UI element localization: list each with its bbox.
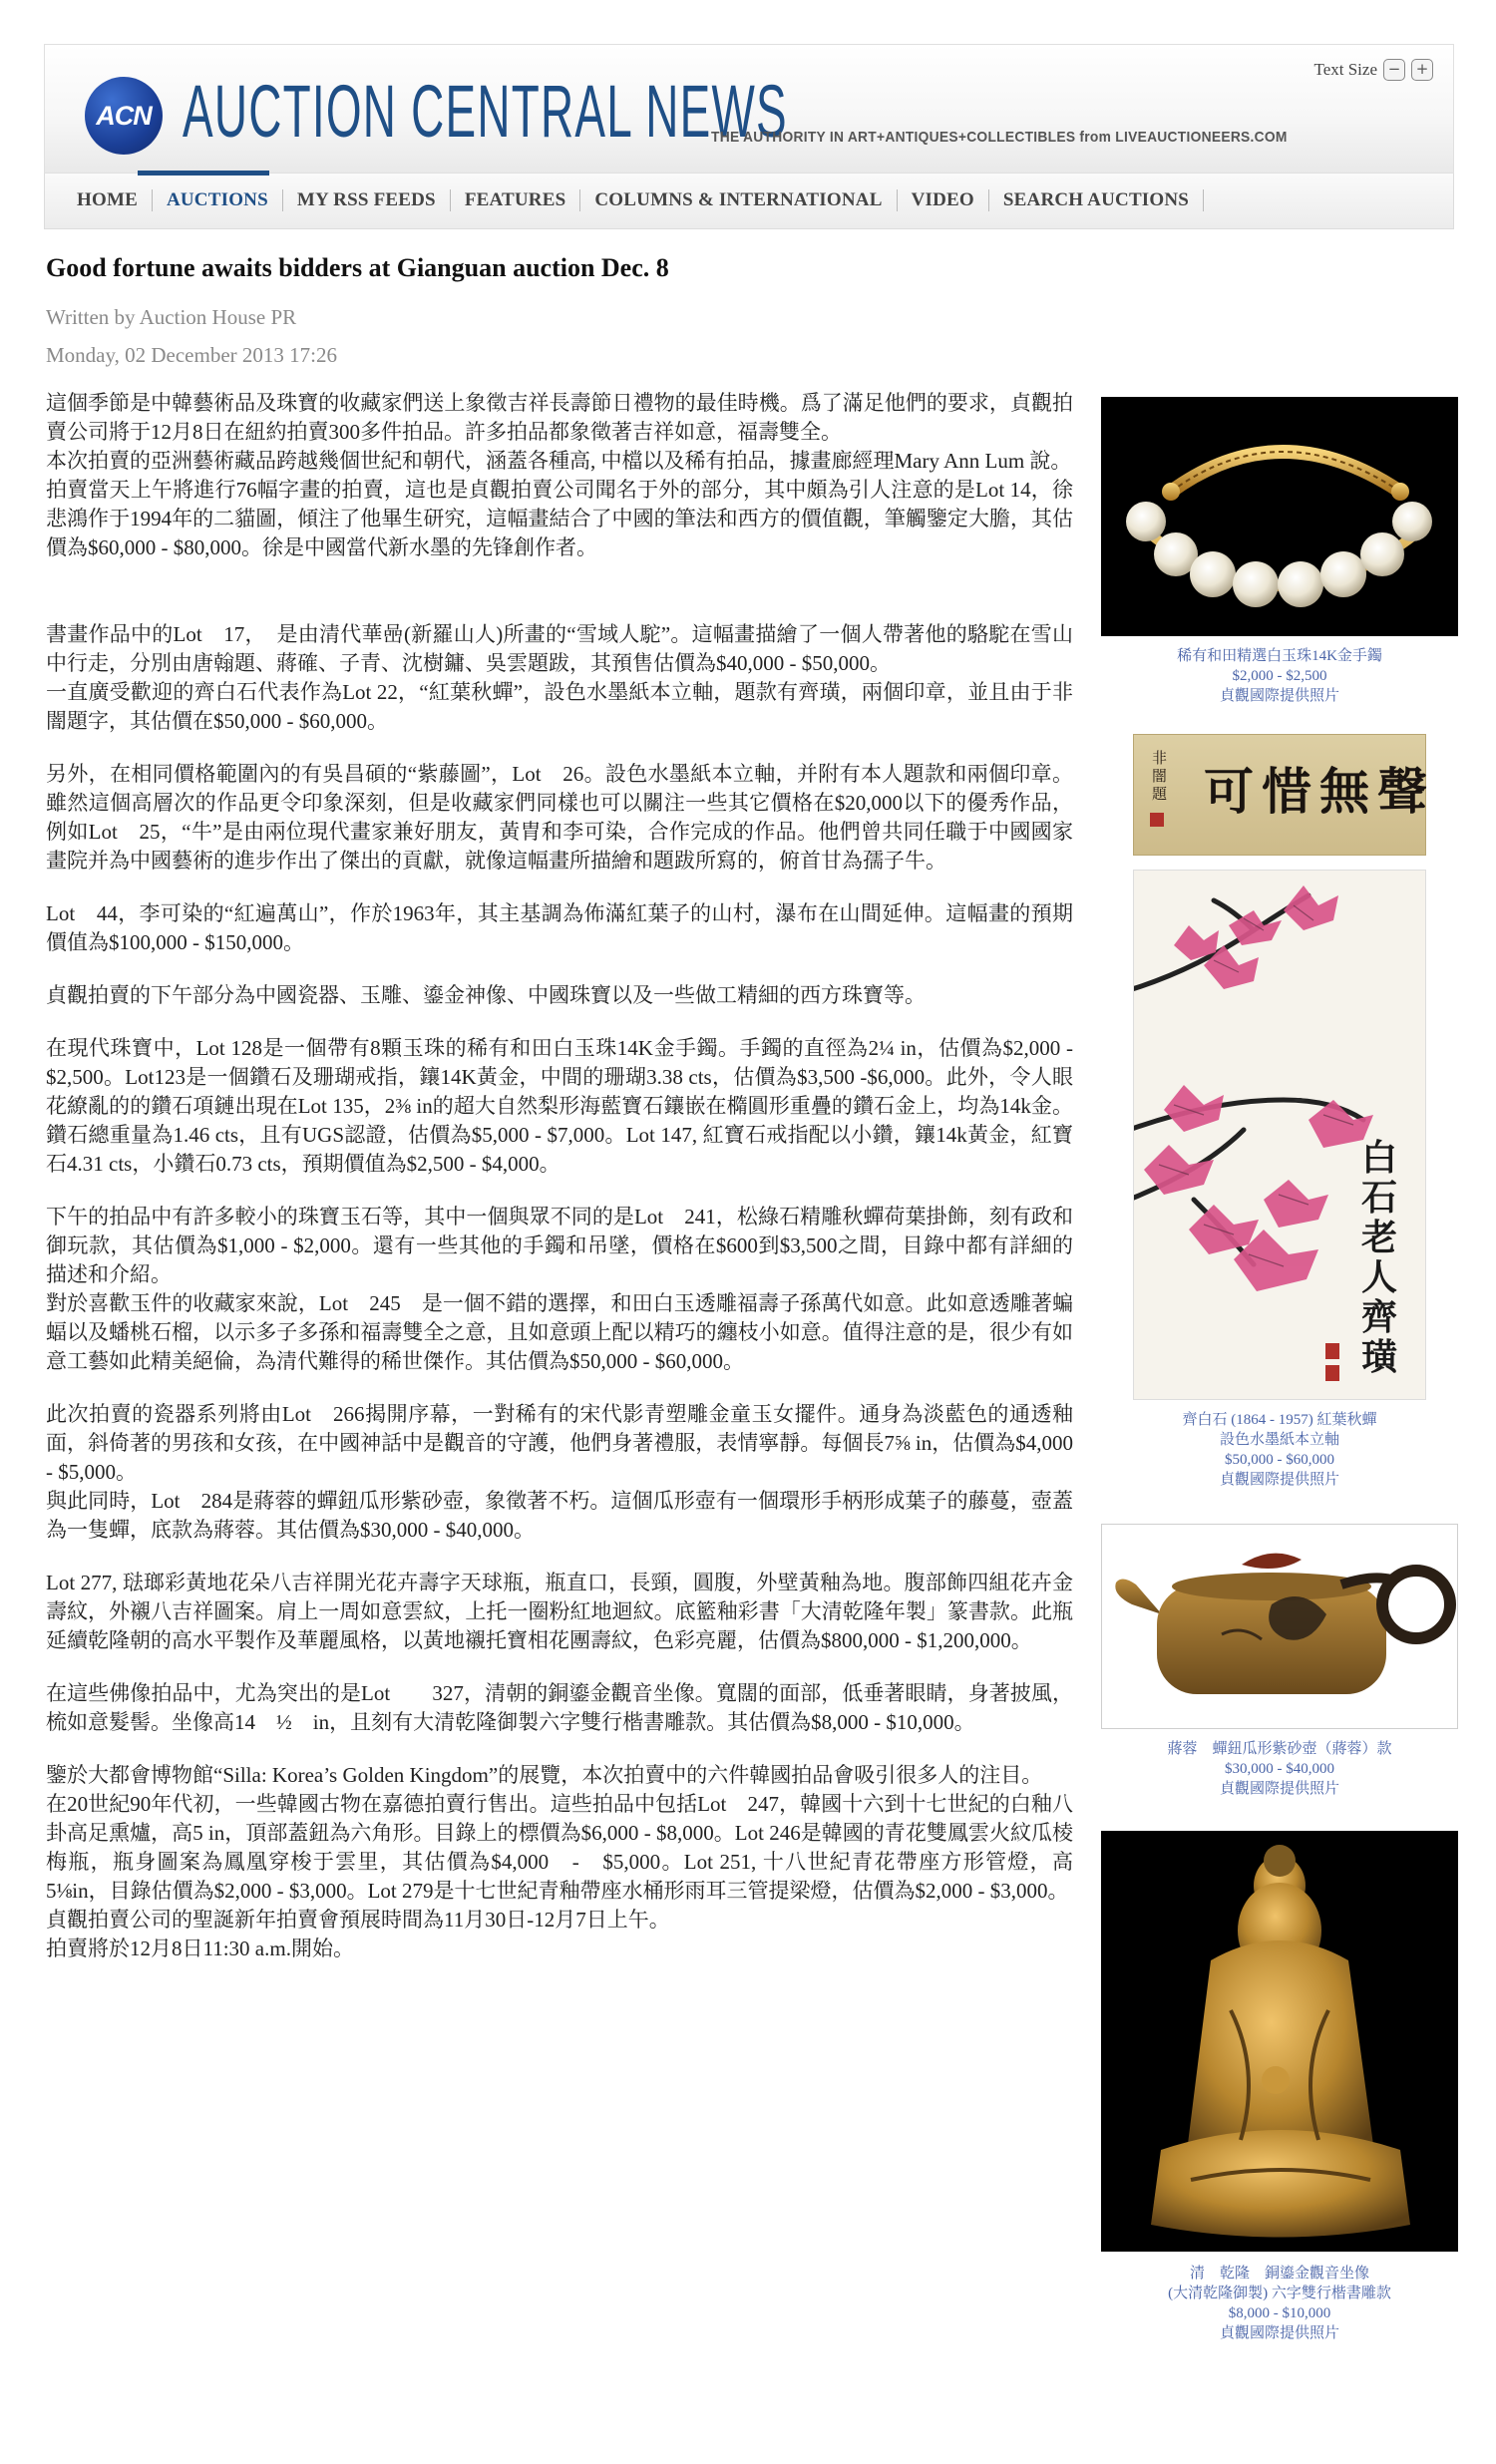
svg-text:人: 人	[1361, 1256, 1398, 1298]
caption-line: 蔣蓉 蟬鈕瓜形紫砂壺（蔣蓉）款	[1167, 1741, 1392, 1757]
site-tagline: THE AUTHORITY IN ART+ANTIQUES+COLLECTIBLES from LIVEAUCTIONEERS.COM	[711, 129, 1288, 146]
text-size-control	[1314, 59, 1433, 81]
caption-line: 貞觀國際提供照片	[1219, 1781, 1339, 1797]
main-nav	[44, 174, 1454, 229]
article-author: Written by Auction House PR	[46, 305, 297, 329]
teapot-caption	[1101, 1739, 1458, 1799]
article-body	[46, 389, 1073, 1963]
site-name[interactable]: AUCTION CENTRAL NEWS	[183, 70, 788, 153]
article-paragraph: 在20世紀90年代初，一些韓國古物在嘉德拍賣行售出。這些拍品中包括Lot 247，韓國十六到十七世紀的白釉八卦高足熏爐，高5 in，頂部蓋鈕為六角形。目錄上的標價為$6,000 - $8,000。Lot 246是韓國的青花雙鳳雲火紋瓜棱梅瓶，瓶身圖案為鳳凰穿梭于雲里，其估價為$4,000 - $5,000。Lot 251, 十八世紀青花帶座方形管燈，高5⅛in，目錄估價為$2,000 - $3,000。Lot 279是十七世紀青釉帶座水桶形雨耳三管提梁燈，估價為$2,000 - $3,000。	[46, 1792, 1073, 1903]
acn-logo[interactable]: ACN	[85, 77, 163, 155]
caption-line: $50,000 - $60,000	[1225, 1452, 1334, 1468]
calligraphy-main-text: 可惜無聲	[1204, 762, 1435, 821]
article-paragraph: Lot 44，李可染的“紅遍萬山”，作於1963年，其主基調為佈滿紅葉子的山村，瀑布在山間延伸。這幅畫的預期價值為$100,000 - $150,000。	[46, 901, 1073, 954]
nav-item-home[interactable]: HOME	[63, 189, 153, 211]
article-paragraph: 與此同時，Lot 284是蔣蓉的蟬鈕瓜形紫砂壺，象徵著不朽。這個瓜形壺有一個環形手柄形成葉子的藤蔓，壺蓋為一隻蟬，底款為蔣蓉。其估價為$30,000 - $40,000。	[46, 1489, 1073, 1542]
red-leaves-painting-caption	[1101, 1410, 1458, 1490]
caption-line: 貞觀國際提供照片	[1219, 2325, 1339, 2341]
caption-line: 貞觀國際提供照片	[1219, 1472, 1339, 1488]
article-paragraph: 鑒於大都會博物館“Silla: Korea’s Golden Kingdom”的展覽，本次拍賣中的六件韓國拍品會吸引很多人的注目。	[46, 1763, 1043, 1787]
red-leaves-painting-photo[interactable]	[1133, 870, 1426, 1400]
article-paragraph: 這個季節是中韓藝術品及珠寶的收藏家們送上象徵吉祥長壽節日禮物的最佳時機。爲了滿足他們的要求，貞觀拍賣公司將于12月8日在紐約拍賣300多件拍品。許多拍品都象徵著吉祥如意，福壽雙全。	[46, 391, 1073, 444]
article-paragraph: 另外，在相同價格範圍內的有吳昌碩的“紫藤圖”，Lot 26。設色水墨紙本立軸，并附有本人題款和兩個印章。雖然這個高層次的作品更令印象深刻，但是收藏家們同樣也可以關注一些其它價格在$20,000以下的優秀作品，例如Lot 25，“牛”是由兩位現代畫家兼好朋友，黃胄和李可染，合作完成的作品。他們曾共同任職于中國國家畫院并為中國藝術的進步作出了傑出的貢獻，就像這幅畫所描繪和題跋所寫的，俯首甘為孺子牛。	[46, 762, 1073, 873]
guanyin-statue-photo[interactable]	[1101, 1831, 1458, 2252]
calligraphy-photo[interactable]	[1133, 734, 1435, 856]
increase-text-size-button[interactable]: +	[1411, 59, 1433, 81]
svg-text:石: 石	[1361, 1177, 1398, 1219]
svg-text:老: 老	[1361, 1217, 1398, 1258]
nav-item-search-auctions[interactable]: SEARCH AUCTIONS	[989, 189, 1204, 211]
article-paragraph: 一直廣受歡迎的齊白石代表作為Lot 22，“紅葉秋蟬”，設色水墨紙本立軸，題款有齊璜，兩個印章，並且由于非闇題字，其估價在$50,000 - $60,000。	[46, 680, 1073, 733]
caption-line: 設色水墨紙本立軸	[1219, 1432, 1339, 1448]
nav-item-auctions[interactable]: AUCTIONS	[153, 189, 283, 211]
calligraphy-small-text: 非闇題	[1152, 749, 1168, 803]
svg-text:璜: 璜	[1361, 1336, 1398, 1378]
nav-item-columns-international[interactable]: COLUMNS & INTERNATIONAL	[580, 189, 897, 211]
caption-line: 清 乾隆 銅鎏金觀音坐像	[1189, 2266, 1369, 2282]
text-size-label: Text Size	[1313, 60, 1377, 79]
caption-line: $30,000 - $40,000	[1225, 1761, 1334, 1777]
article-paragraph: 此次拍賣的瓷器系列將由Lot 266揭開序幕，一對稀有的宋代影青塑雕金童玉女擺件。通身為淡藍色的通透釉面，斜倚著的男孩和女孩，在中國神話中是觀音的守護，他們身著禮服，表情寧靜。每個長7⅝ in，估價為$4,000 - $5,000。	[46, 1402, 1073, 1484]
bracelet-photo[interactable]	[1101, 397, 1458, 636]
article-paragraph: 拍賣當天上午將進行76幅字畫的拍賣，這也是貞觀拍賣公司聞名于外的部分，其中頗為引人注意的是Lot 14，徐悲鴻作于1994年的二貓圖，傾注了他畢生研究，這幅畫結合了中國的筆法和西方的價值觀，筆觸鑒定大膽，其估價為$60,000 - $80,000。徐是中國當代新水墨的先锋創作者。	[46, 478, 1073, 559]
guanyin-statue-caption	[1101, 2264, 1458, 2343]
nav-item-video[interactable]: VIDEO	[898, 189, 989, 211]
article-paragraph: Lot 277, 琺瑯彩黃地花朵八吉祥開光花卉壽字天球瓶，瓶直口，長頸，圓腹，外壁黃釉為地。腹部飾四組花卉金壽紋，外襯八吉祥圖案。肩上一周如意雲紋，上托一圈粉紅地迴紋。底籃釉彩書「大清乾隆年製」篆書款。此瓶延續乾隆朝的高水平製作及華麗風格，以黃地襯托寶相花團壽紋，色彩亮麗，估價為$800,000 - $1,200,000。	[46, 1571, 1073, 1652]
teapot-photo[interactable]	[1101, 1524, 1458, 1729]
caption-line: $2,000 - $2,500	[1232, 668, 1327, 684]
article-paragraph: 本次拍賣的亞洲藝術藏品跨越幾個世紀和朝代，涵蓋各種高, 中檔以及稀有拍品，據畫廊經理Mary Ann Lum 說。	[46, 449, 1072, 473]
article-paragraph: 貞觀拍賣的下午部分為中國瓷器、玉雕、鎏金神像、中國珠寶以及一些做工精細的西方珠寶等。	[46, 983, 926, 1007]
caption-line: 齊白石 (1864 - 1957) 紅葉秋蟬	[1182, 1412, 1377, 1428]
caption-line: 貞觀國際提供照片	[1219, 688, 1339, 704]
seal-icon	[1150, 813, 1164, 827]
decrease-text-size-button[interactable]: −	[1383, 59, 1405, 81]
article-paragraph: 拍賣將於12月8日11:30 a.m.開始。	[46, 1936, 354, 1960]
bracelet-icon	[1101, 397, 1458, 636]
teapot-icon	[1102, 1525, 1457, 1728]
article-date: Monday, 02 December 2013 17:26	[46, 343, 337, 367]
caption-line: 稀有和田精選白玉珠14K金手鐲	[1177, 648, 1382, 664]
article-paragraph: 下午的拍品中有許多較小的珠寶玉石等，其中一個與眾不同的是Lot 241，松綠石精雕秋蟬荷葉掛飾，刻有政和御玩款，其估價為$1,000 - $2,000。還有一些其他的手鐲和吊墜，價格在$600到$3,500之間，目錄中都有詳細的描述和介紹。	[46, 1205, 1073, 1286]
nav-active-indicator	[138, 171, 269, 176]
red-leaves-icon	[1134, 871, 1427, 1401]
guanyin-statue-icon	[1101, 1831, 1458, 2252]
article-paragraph: 在這些佛像拍品中，尤為突出的是Lot 327，清朝的銅鎏金觀音坐像。寬闊的面部，低垂著眼睛，身著披風，梳如意髮髻。坐像高14 ½ in，且刻有大清乾隆御製六字雙行楷書雕款。其估價為$8,000 - $10,000。	[46, 1681, 1073, 1734]
article-paragraph: 貞觀拍賣公司的聖誕新年拍賣會預展時間為11月30日-12月7日上午。	[46, 1908, 670, 1932]
bracelet-caption	[1101, 646, 1458, 706]
article-paragraph: 書畫作品中的Lot 17， 是由清代華喦(新羅山人)所畫的“雪域人駝”。這幅畫描繪了一個人帶著他的駱駝在雪山中行走，分別由唐翰題、蔣確、子青、沈樹鏞、吳雲題跋，其預售估價為$40,000 - $50,000。	[46, 622, 1073, 675]
article-title: Good fortune awaits bidders at Gianguan auction Dec. 8	[46, 253, 669, 282]
svg-text:齊: 齊	[1361, 1296, 1398, 1338]
article-paragraph: 對於喜歡玉件的收藏家來說，Lot 245 是一個不錯的選擇，和田白玉透雕福壽子孫萬代如意。此如意透雕著蝙蝠以及蟠桃石榴，以示多子多孫和福壽雙全之意，且如意頭上配以精巧的纏枝小如意。值得注意的是，很少有如意工藝如此精美絕倫，為清代難得的稀世傑作。其估價為$50,000 - $60,000。	[46, 1291, 1073, 1373]
nav-item-my-rss-feeds[interactable]: MY RSS FEEDS	[283, 189, 451, 211]
caption-line: $8,000 - $10,000	[1228, 2305, 1331, 2321]
svg-text:白: 白	[1361, 1137, 1398, 1179]
site-header	[44, 44, 1454, 174]
caption-line: (大清乾隆御製) 六字雙行楷書雕款	[1168, 2286, 1391, 2301]
nav-item-features[interactable]: FEATURES	[451, 189, 581, 211]
article-paragraph: 在現代珠寶中，Lot 128是一個帶有8顆玉珠的稀有和田白玉珠14K金手鐲。手鐲的直徑為2¼ in，估價為$2,000 - $2,500。Lot123是一個鑽石及珊瑚戒指，鑲14K黃金，中間的珊瑚3.38 cts，估價為$3,500 -$6,000。此外，令人眼花繚亂的的鑽石項鏈出現在Lot 135，2⅜ in的超大自然梨形海藍寶石鑲嵌在橢圓形重疊的鑽石金上，均為14k金。鑽石總重量為1.46 cts，且有UGS認證，估價為$5,000 - $7,000。Lot 147, 紅寶石戒指配以小鑽，鑲14k黃金，紅寶石4.31 cts，小鑽石0.73 cts，預期價值為$2,500 - $4,000。	[46, 1036, 1073, 1176]
